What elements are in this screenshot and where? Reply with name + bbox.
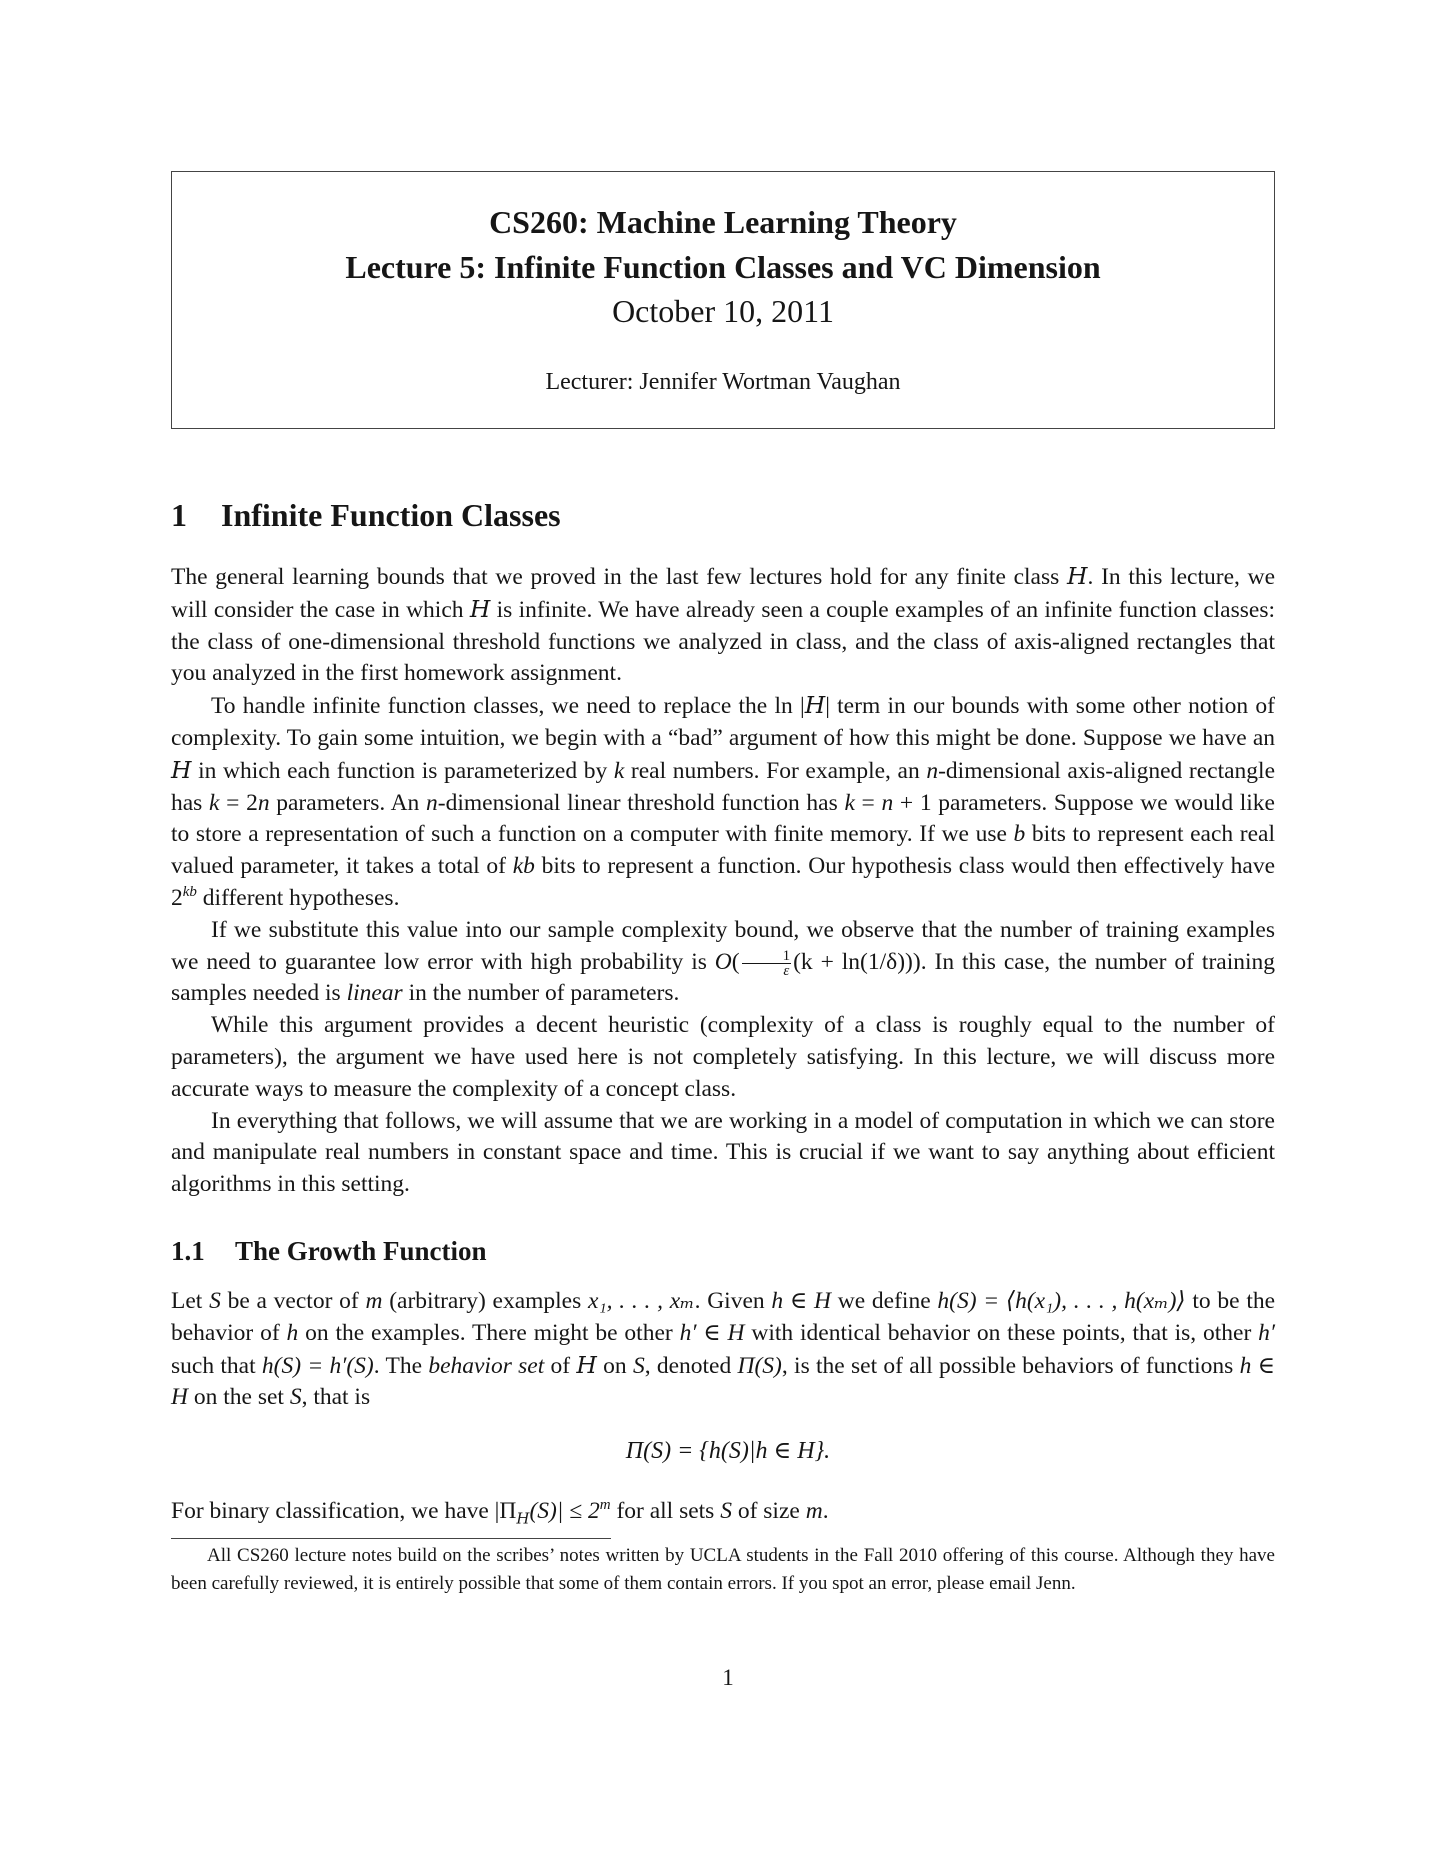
display-equation: Π(S) = {h(S)|h ∈ H}. — [625, 1438, 831, 1464]
title-box — [171, 171, 1275, 429]
subsection-heading — [171, 1234, 487, 1268]
course-title: CS260: Machine Learning Theory — [489, 204, 957, 240]
subsection-number: 1.1 — [171, 1236, 205, 1266]
paragraph: To handle infinite function classes, we need to replace the ln |H| term in our bounds with some other notion of complexity. To gain some intuition, we begin with a “bad” argument of how this might be done. Suppose we have an H in which each function is parameterized by k real numbers. For example, an n-dimensional axis-aligned rectangle has k = 2n parameters. An n-dimensional linear threshold function has k = n + 1 parameters. Suppose we would like to store a representation of such a function on a computer with finite memory. If we use b bits to represent each real valued parameter, it takes a total of kb bits to represent a function. Our hypothesis class would then effectively have $2^{kb}$ different hypotheses. — [171, 691, 1276, 911]
section-title: Infinite Function Classes — [221, 497, 561, 533]
paragraph: For binary classification, we have $|\Pi_H(S)| \le 2^m$ for all sets S of size m. — [171, 1497, 829, 1528]
lecture-title: Lecture 5: Infinite Function Classes and VC Dimension — [345, 249, 1101, 285]
lecture-date: October 10, 2011 — [612, 293, 834, 329]
subsection-title: The Growth Function — [235, 1236, 487, 1266]
paragraph: The general learning bounds that we proved in the last few lectures hold for any finite class H. In this lecture, we will consider the case in which H is infinite. We have already seen a couple examples of an infinite function classes: the class of one-dimensional threshold functions we analyzed in class, and the class of axis-aligned rectangles that you analyzed in the first homework assignment. — [171, 562, 1275, 687]
lecturer-name: Lecturer: Jennifer Wortman Vaughan — [545, 369, 901, 395]
fraction: $\frac{1}{\varepsilon}$ — [742, 949, 792, 978]
section-number: 1 — [171, 497, 187, 533]
paragraph: Let S be a vector of m (arbitrary) examples x₁, . . . , xₘ. Given h ∈ H we define h(S) = ⟨h(x₁), . . . , h(xₘ)⟩ to be the behavior of h on the examples. There might be other h′ ∈ H with identical behavior on these points, that is, other h′ such that h(S) = h′(S). The behavior set of H on S, denoted Π(S), is the set of all possible behaviors of functions h ∈ H on the set S, that is — [171, 1288, 1276, 1411]
subsection-body — [171, 1286, 1275, 1414]
paragraph: In everything that follows, we will assume that we are working in a model of computation in which we can store and manipulate real numbers in constant space and time. This is crucial if we want to say anything about efficient algorithms in this setting. — [171, 1107, 1275, 1198]
paragraph: While this argument provides a decent heuristic (complexity of a class is roughly equal to the number of parameters), the argument we have used here is not completely satisfying. In this lecture, we will discuss more accurate ways to measure the complexity of a concept class. — [171, 1012, 1275, 1102]
footnote-divider — [171, 1538, 611, 1539]
paragraph: If we substitute this value into our sample complexity bound, we observe that the number of training examples we need to guarantee low error with high probability is O( $\frac{1}{\varepsilon}$ (k + ln(1/δ))). In this case, the number of training samples needed is linear in the number of parameters. — [171, 916, 1276, 1007]
footnote: All CS260 lecture notes build on the scribes’ notes written by UCLA students in the Fall 2010 offering of this course. Although they have been carefully reviewed, it is entirely possible that some of them contain errors. If you spot an error, please email Jenn. — [171, 1545, 1275, 1594]
section-body — [171, 561, 1275, 1201]
section-heading — [171, 495, 561, 535]
page-number: 1 — [722, 1665, 734, 1690]
